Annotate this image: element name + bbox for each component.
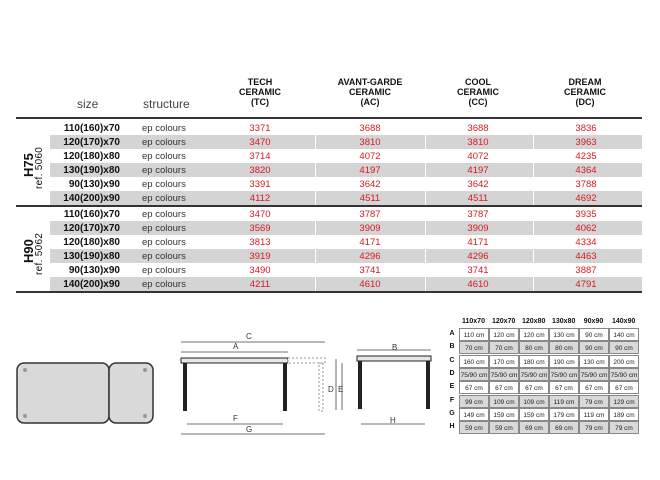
dimension-cell: 75/90 cm — [519, 368, 549, 381]
dimension-cell: 160 cm — [459, 355, 489, 368]
price-cell: 4296 — [467, 251, 489, 262]
dimension-cell: 110 cm — [459, 328, 489, 341]
height-label: H90 — [21, 239, 36, 263]
column-separator — [425, 149, 426, 163]
top-view-leg — [143, 368, 147, 372]
price-cell: 3909 — [359, 223, 381, 234]
dimension-row-letter: D — [449, 369, 455, 377]
side-view-drawing — [175, 330, 345, 440]
dimension-cell: 67 cm — [609, 381, 639, 394]
table-rule — [16, 117, 642, 119]
column-separator — [425, 135, 426, 149]
side-view-leg — [183, 363, 187, 411]
price-cell: 3470 — [249, 209, 271, 220]
table-row — [50, 235, 642, 249]
price-cell: 3919 — [249, 251, 271, 262]
price-cell: 4511 — [467, 193, 489, 204]
side-view-leg — [283, 363, 287, 411]
dimension-cell: 59 cm — [489, 421, 519, 434]
dimension-cell: 75/90 cm — [459, 368, 489, 381]
dimension-cell: 67 cm — [519, 381, 549, 394]
column-separator — [315, 277, 316, 291]
dimension-cell: 120 cm — [519, 328, 549, 341]
column-separator — [533, 249, 534, 263]
dimension-column-header: 120x70 — [492, 318, 516, 325]
column-separator — [533, 191, 534, 205]
price-cell: 3810 — [467, 137, 489, 148]
dimension-column-header: 140x90 — [612, 318, 636, 325]
column-separator — [315, 191, 316, 205]
column-separator — [533, 277, 534, 291]
header-cool-ceramic: COOL CERAMIC (CC) — [457, 77, 499, 107]
table-row — [50, 149, 642, 163]
dimension-cell: 119 cm — [549, 395, 579, 408]
group-label — [16, 207, 50, 291]
price-cell: 4072 — [467, 151, 489, 162]
column-separator — [533, 263, 534, 277]
dimension-cell: 75/90 cm — [609, 368, 639, 381]
price-cell: 3810 — [359, 137, 381, 148]
column-separator — [315, 135, 316, 149]
size-cell: 140(200)x90 — [63, 193, 120, 204]
price-cell: 3820 — [249, 165, 271, 176]
dimension-row-letter: F — [449, 396, 455, 404]
dimension-cell: 59 cm — [459, 421, 489, 434]
label-e: E — [338, 385, 344, 394]
label-a: A — [233, 342, 239, 351]
price-cell: 4296 — [359, 251, 381, 262]
label-h: H — [390, 416, 396, 425]
dimension-cell: 109 cm — [489, 395, 519, 408]
column-separator — [425, 121, 426, 135]
column-separator — [425, 277, 426, 291]
dimension-cell: 109 cm — [519, 395, 549, 408]
price-cell: 3642 — [359, 179, 381, 190]
dimension-row-letter: A — [449, 330, 455, 337]
table-row — [50, 191, 642, 205]
dimension-cell: 200 cm — [609, 355, 639, 368]
top-view-leg — [143, 414, 147, 418]
price-cell: 4235 — [575, 151, 597, 162]
price-cell: 3490 — [249, 265, 271, 276]
structure-cell: ep colours — [142, 179, 186, 190]
price-cell: 4211 — [249, 279, 271, 290]
dimension-cell: 189 cm — [609, 408, 639, 421]
dimension-cell: 69 cm — [549, 421, 579, 434]
structure-cell: ep colours — [142, 123, 186, 134]
dimension-column-header: 120x80 — [522, 318, 546, 325]
column-separator — [315, 263, 316, 277]
dimension-cell: 79 cm — [609, 421, 639, 434]
dimension-cell: 119 cm — [579, 408, 609, 421]
top-view-leg — [23, 368, 27, 372]
table-row — [50, 277, 642, 291]
size-cell: 120(170)x70 — [63, 137, 120, 148]
table-row — [50, 121, 642, 135]
dimension-cell: 67 cm — [459, 381, 489, 394]
column-separator — [425, 207, 426, 221]
structure-cell: ep colours — [142, 279, 186, 290]
price-cell: 4610 — [467, 279, 489, 290]
structure-cell: ep colours — [142, 209, 186, 220]
column-separator — [425, 191, 426, 205]
label-c: C — [246, 332, 252, 341]
size-cell: 110(160)x70 — [63, 123, 120, 134]
column-separator — [315, 121, 316, 135]
dimension-cell: 90 cm — [579, 341, 609, 354]
structure-cell: ep colours — [142, 137, 186, 148]
price-cell: 3787 — [359, 209, 381, 220]
dimension-row-letter: G — [449, 409, 455, 417]
price-cell: 3470 — [249, 137, 271, 148]
dimension-cell: 70 cm — [459, 341, 489, 354]
price-cell: 4511 — [359, 193, 381, 204]
price-cell: 3371 — [249, 123, 271, 134]
dimension-cell: 130 cm — [549, 328, 579, 341]
dimension-cell: 67 cm — [579, 381, 609, 394]
price-cell: 3391 — [249, 179, 271, 190]
price-cell: 3688 — [467, 123, 489, 134]
table-row — [50, 135, 642, 149]
price-cell: 4171 — [467, 237, 489, 248]
table-rule — [16, 291, 642, 293]
column-separator — [315, 149, 316, 163]
dimension-cell: 67 cm — [489, 381, 519, 394]
size-cell: 90(130)x90 — [68, 179, 120, 190]
header-tech-ceramic: TECH CERAMIC (TC) — [239, 77, 281, 107]
price-cell: 4197 — [359, 165, 381, 176]
column-separator — [425, 177, 426, 191]
end-view-leg — [426, 361, 430, 409]
dimension-cell: 159 cm — [519, 408, 549, 421]
price-cell: 4171 — [359, 237, 381, 248]
structure-cell: ep colours — [142, 251, 186, 262]
price-cell: 3935 — [575, 209, 597, 220]
price-cell: 4610 — [359, 279, 381, 290]
dimension-cell: 129 cm — [609, 395, 639, 408]
dimension-cell: 75/90 cm — [549, 368, 579, 381]
column-separator — [425, 263, 426, 277]
end-view-top — [357, 356, 431, 361]
column-separator — [533, 207, 534, 221]
structure-cell: ep colours — [142, 265, 186, 276]
group-label — [16, 121, 50, 205]
column-separator — [315, 207, 316, 221]
table-row — [50, 207, 642, 221]
price-cell: 3688 — [359, 123, 381, 134]
column-separator — [425, 235, 426, 249]
price-cell: 3569 — [249, 223, 271, 234]
dimension-row-letter: E — [449, 383, 455, 391]
table-row — [50, 263, 642, 277]
size-cell: 130(190)x80 — [63, 251, 120, 262]
dimension-column-header: 90x90 — [583, 318, 604, 325]
table-row — [50, 221, 642, 235]
price-cell: 4334 — [575, 237, 597, 248]
ref-label: ref. 5060 — [34, 146, 45, 189]
dimension-cell: 130 cm — [579, 355, 609, 368]
top-view-leg — [23, 414, 27, 418]
column-separator — [533, 221, 534, 235]
dimension-cell: 179 cm — [549, 408, 579, 421]
ref-label: ref. 5062 — [34, 232, 45, 275]
dimension-cell: 99 cm — [459, 395, 489, 408]
dimension-cell: 67 cm — [549, 381, 579, 394]
dimension-cell: 90 cm — [609, 341, 639, 354]
column-separator — [533, 135, 534, 149]
dimension-cell: 79 cm — [579, 421, 609, 434]
dimension-cell: 79 cm — [579, 395, 609, 408]
label-f: F — [233, 414, 238, 423]
size-cell: 110(160)x70 — [63, 209, 120, 220]
label-d: D — [328, 385, 334, 394]
height-label: H75 — [21, 153, 36, 177]
price-cell: 3813 — [249, 237, 271, 248]
dimension-cell: 90 cm — [579, 328, 609, 341]
column-separator — [425, 221, 426, 235]
top-view-drawing — [12, 355, 162, 430]
side-view-extension — [288, 358, 325, 363]
dimension-cell: 190 cm — [549, 355, 579, 368]
price-cell: 4072 — [359, 151, 381, 162]
column-separator — [315, 221, 316, 235]
dimension-cell: 149 cm — [459, 408, 489, 421]
size-cell: 130(190)x80 — [63, 165, 120, 176]
top-view-extension-panel — [109, 363, 153, 423]
price-cell: 3909 — [467, 223, 489, 234]
column-separator — [315, 249, 316, 263]
size-cell: 120(180)x80 — [63, 151, 120, 162]
dimension-column-header: 110x70 — [462, 318, 485, 325]
dimension-cell: 80 cm — [549, 341, 579, 354]
end-view-leg — [358, 361, 362, 409]
price-cell: 3642 — [467, 179, 489, 190]
dimension-cell: 70 cm — [489, 341, 519, 354]
column-separator — [425, 249, 426, 263]
table-row — [50, 163, 642, 177]
price-cell: 3963 — [575, 137, 597, 148]
side-view-top — [181, 358, 288, 363]
structure-cell: ep colours — [142, 237, 186, 248]
table-row — [50, 249, 642, 263]
price-cell: 3787 — [467, 209, 489, 220]
price-cell: 3788 — [575, 179, 597, 190]
dimension-cell: 140 cm — [609, 328, 639, 341]
structure-cell: ep colours — [142, 193, 186, 204]
column-separator — [425, 163, 426, 177]
dimension-column-header: 130x80 — [552, 318, 576, 325]
dimension-cell: 120 cm — [489, 328, 519, 341]
column-separator — [315, 177, 316, 191]
structure-cell: ep colours — [142, 165, 186, 176]
price-cell: 4062 — [575, 223, 597, 234]
price-cell: 4112 — [249, 193, 271, 204]
header-size: size — [77, 97, 99, 111]
dimension-cell: 75/90 cm — [489, 368, 519, 381]
dimension-cell: 80 cm — [519, 341, 549, 354]
price-cell: 3887 — [575, 265, 597, 276]
size-cell: 120(180)x80 — [63, 237, 120, 248]
price-cell: 3714 — [249, 151, 271, 162]
top-view-main-panel — [17, 363, 109, 423]
size-cell: 120(170)x70 — [63, 223, 120, 234]
label-b: B — [392, 343, 398, 352]
price-cell: 4692 — [575, 193, 597, 204]
dimension-cell: 69 cm — [519, 421, 549, 434]
header-structure: structure — [143, 97, 190, 111]
column-separator — [533, 149, 534, 163]
column-separator — [533, 177, 534, 191]
column-separator — [315, 235, 316, 249]
dimension-cell: 180 cm — [519, 355, 549, 368]
column-separator — [533, 121, 534, 135]
structure-cell: ep colours — [142, 151, 186, 162]
price-cell: 4364 — [575, 165, 597, 176]
header-dream-ceramic: DREAM CERAMIC (DC) — [564, 77, 606, 107]
column-separator — [315, 163, 316, 177]
price-cell: 3741 — [467, 265, 489, 276]
price-cell: 3741 — [359, 265, 381, 276]
label-g: G — [246, 425, 253, 434]
dimension-row-letter: H — [449, 423, 455, 431]
price-cell: 4463 — [575, 251, 597, 262]
price-cell: 4791 — [575, 279, 597, 290]
column-separator — [533, 163, 534, 177]
dimension-row-letter: C — [449, 356, 455, 364]
column-separator — [533, 235, 534, 249]
dimension-cell: 170 cm — [489, 355, 519, 368]
side-view-extension-leg — [319, 363, 323, 411]
price-cell: 3836 — [575, 123, 597, 134]
structure-cell: ep colours — [142, 223, 186, 234]
dimension-cell: 75/90 cm — [579, 368, 609, 381]
dimension-row-letter: B — [449, 343, 455, 351]
table-row — [50, 177, 642, 191]
price-cell: 4197 — [467, 165, 489, 176]
dimension-cell: 159 cm — [489, 408, 519, 421]
size-cell: 90(130)x90 — [68, 265, 120, 276]
size-cell: 140(200)x90 — [63, 279, 120, 290]
header-avant-garde-ceramic: AVANT-GARDE CERAMIC (AC) — [337, 77, 403, 107]
